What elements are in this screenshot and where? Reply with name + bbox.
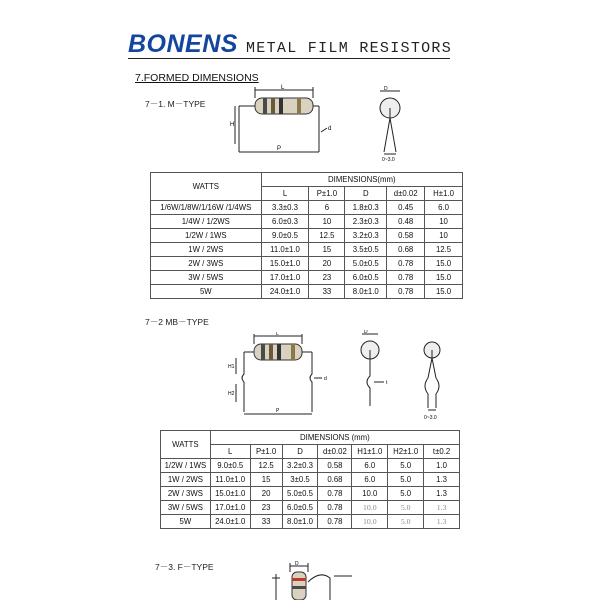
table-cell: 0.78 (387, 257, 425, 271)
table-cell: 1.3 (424, 501, 460, 515)
table-cell: 24.0±1.0 (261, 285, 309, 299)
table-row (151, 243, 463, 257)
m-type-end-diagram (370, 86, 420, 162)
column-header: H2±1.0 (388, 445, 424, 459)
table-cell: 20 (309, 257, 345, 271)
table-cell: 6.0 (352, 473, 388, 487)
table-row (151, 229, 463, 243)
dimensions-header: DIMENSIONS (mm) (210, 431, 459, 445)
table-row (161, 487, 460, 501)
table-cell: 17.0±1.0 (210, 501, 250, 515)
table-cell: 5.0 (388, 459, 424, 473)
type-label-mb: 7－2 MB－TYPE (145, 317, 209, 327)
watts-cell: 3W / 5WS (151, 271, 262, 285)
dim-label-h1: H1 (228, 364, 235, 370)
table-cell: 0.78 (318, 501, 352, 515)
column-header: d±0.02 (387, 187, 425, 201)
column-header: D (345, 187, 387, 201)
watts-cell: 1/6W/1/8W/1/16W /1/4WS (151, 201, 262, 215)
table-cell: 0.45 (387, 201, 425, 215)
table-cell: 0.78 (318, 515, 352, 529)
watts-cell: 5W (151, 285, 262, 299)
table-row (151, 285, 463, 299)
watts-header: WATTS (151, 173, 262, 201)
table-cell: 10.0 (352, 501, 388, 515)
table-cell: 33 (250, 515, 282, 529)
dim-label-p: P (277, 146, 282, 152)
table-cell: 17.0±1.0 (261, 271, 309, 285)
watts-cell: 1W / 2WS (151, 243, 262, 257)
table-cell: 5.0±0.5 (282, 487, 318, 501)
header-rule (128, 58, 450, 59)
table-cell: 20 (250, 487, 282, 501)
table-row (151, 201, 463, 215)
table-cell: 6.0±0.3 (261, 215, 309, 229)
table-cell: 1.3 (424, 515, 460, 529)
watts-header: WATTS (161, 431, 211, 459)
table-cell: 5.0 (388, 473, 424, 487)
dim-label-p: P (276, 408, 280, 414)
table-cell: 15.0±1.0 (261, 257, 309, 271)
dim-label-d-small: d (324, 376, 327, 382)
dim-label-h: H (230, 122, 235, 128)
table-cell: 15.0 (425, 285, 463, 299)
table-cell: 12.5 (250, 459, 282, 473)
watts-cell: 1W / 2WS (161, 473, 211, 487)
dim-label-t: t (386, 380, 388, 386)
table-cell: 10 (425, 229, 463, 243)
table-cell: 11.0±1.0 (210, 473, 250, 487)
table-row (161, 473, 460, 487)
type-label-f: 7－3. F－TYPE (155, 562, 214, 572)
dim-label-d: D (384, 86, 388, 92)
table-row (161, 501, 460, 515)
watts-cell: 2W / 3WS (161, 487, 211, 501)
dim-label-h2: H2 (228, 391, 235, 397)
table-cell: 6.0±0.5 (345, 271, 387, 285)
dimensions-header: DIMENSIONS(mm) (261, 173, 462, 187)
mb-type-side-diagram (228, 332, 332, 424)
watts-cell: 3W / 5WS (161, 501, 211, 515)
document-subtitle: METAL FILM RESISTORS (246, 40, 453, 57)
table-cell: 15.0 (425, 271, 463, 285)
table-row (151, 257, 463, 271)
table-cell: 5.0 (388, 515, 424, 529)
watts-cell: 1/2W / 1WS (151, 229, 262, 243)
dim-label-d-small: d (328, 126, 332, 132)
table-cell: 3.5±0.5 (345, 243, 387, 257)
table-cell: 8.0±1.0 (282, 515, 318, 529)
dim-label-d: D (364, 330, 368, 335)
table-cell: 0.68 (318, 473, 352, 487)
watts-cell: 2W / 3WS (151, 257, 262, 271)
table-cell: 0.58 (387, 229, 425, 243)
table-cell: 23 (309, 271, 345, 285)
column-header: H±1.0 (425, 187, 463, 201)
watts-cell: 1/2W / 1WS (161, 459, 211, 473)
watts-cell: 1/4W / 1/2WS (151, 215, 262, 229)
table-cell: 1.8±0.3 (345, 201, 387, 215)
table-cell: 23 (250, 501, 282, 515)
column-header: D (282, 445, 318, 459)
table-cell: 0.78 (387, 285, 425, 299)
table-cell: 9.0±0.5 (210, 459, 250, 473)
table-cell: 0.48 (387, 215, 425, 229)
table-cell: 3.2±0.3 (282, 459, 318, 473)
table-cell: 5.0±0.5 (345, 257, 387, 271)
table-cell: 6.0 (352, 459, 388, 473)
f-type-diagram (268, 560, 358, 600)
column-header: P±1.0 (309, 187, 345, 201)
table-cell: 9.0±0.5 (261, 229, 309, 243)
table-cell: 6.0 (425, 201, 463, 215)
dim-label-l: L (281, 85, 285, 91)
column-header: P±1.0 (250, 445, 282, 459)
table-cell: 15.0 (425, 257, 463, 271)
table-cell: 1.3 (424, 473, 460, 487)
dim-label-l: L (276, 332, 279, 337)
mb-type-front-diagram (408, 334, 458, 420)
column-header: d±0.02 (318, 445, 352, 459)
table-cell: 10 (425, 215, 463, 229)
section-title: 7.FORMED DIMENSIONS (135, 72, 259, 84)
dim-label-gap: 0~3.0 (424, 415, 437, 420)
table-cell: 2.3±0.3 (345, 215, 387, 229)
m-type-dimensions-table (150, 172, 463, 299)
table-cell: 12.5 (309, 229, 345, 243)
table-cell: 8.0±1.0 (345, 285, 387, 299)
watts-cell: 5W (161, 515, 211, 529)
mb-type-dimensions-table (160, 430, 460, 529)
table-row (161, 515, 460, 529)
table-cell: 3.2±0.3 (345, 229, 387, 243)
table-cell: 12.5 (425, 243, 463, 257)
table-cell: 1.0 (424, 459, 460, 473)
table-cell: 10 (309, 215, 345, 229)
table-cell: 24.0±1.0 (210, 515, 250, 529)
column-header: L (210, 445, 250, 459)
type-label-m: 7－1. M－TYPE (145, 99, 206, 109)
table-cell: 0.58 (318, 459, 352, 473)
table-row (151, 215, 463, 229)
table-cell: 10.0 (352, 515, 388, 529)
brand-logo: BONENS (128, 30, 238, 58)
table-cell: 10.0 (352, 487, 388, 501)
column-header: L (261, 187, 309, 201)
m-type-side-diagram (225, 84, 335, 160)
table-cell: 1.3 (424, 487, 460, 501)
table-cell: 6.0±0.5 (282, 501, 318, 515)
table-cell: 0.78 (318, 487, 352, 501)
table-cell: 15 (309, 243, 345, 257)
table-cell: 3±0.5 (282, 473, 318, 487)
table-cell: 15 (250, 473, 282, 487)
table-cell: 0.68 (387, 243, 425, 257)
dim-label-gap: 0~3.0 (382, 157, 395, 162)
table-cell: 0.78 (387, 271, 425, 285)
mb-type-end-diagram (350, 330, 400, 414)
table-cell: 5.0 (388, 501, 424, 515)
table-cell: 15.0±1.0 (210, 487, 250, 501)
column-header: t±0.2 (424, 445, 460, 459)
table-cell: 5.0 (388, 487, 424, 501)
table-cell: 6 (309, 201, 345, 215)
column-header: H1±1.0 (352, 445, 388, 459)
table-cell: 3.3±0.3 (261, 201, 309, 215)
table-cell: 11.0±1.0 (261, 243, 309, 257)
table-cell: 33 (309, 285, 345, 299)
table-row (161, 459, 460, 473)
table-row (151, 271, 463, 285)
dim-label-d: D (295, 561, 299, 567)
